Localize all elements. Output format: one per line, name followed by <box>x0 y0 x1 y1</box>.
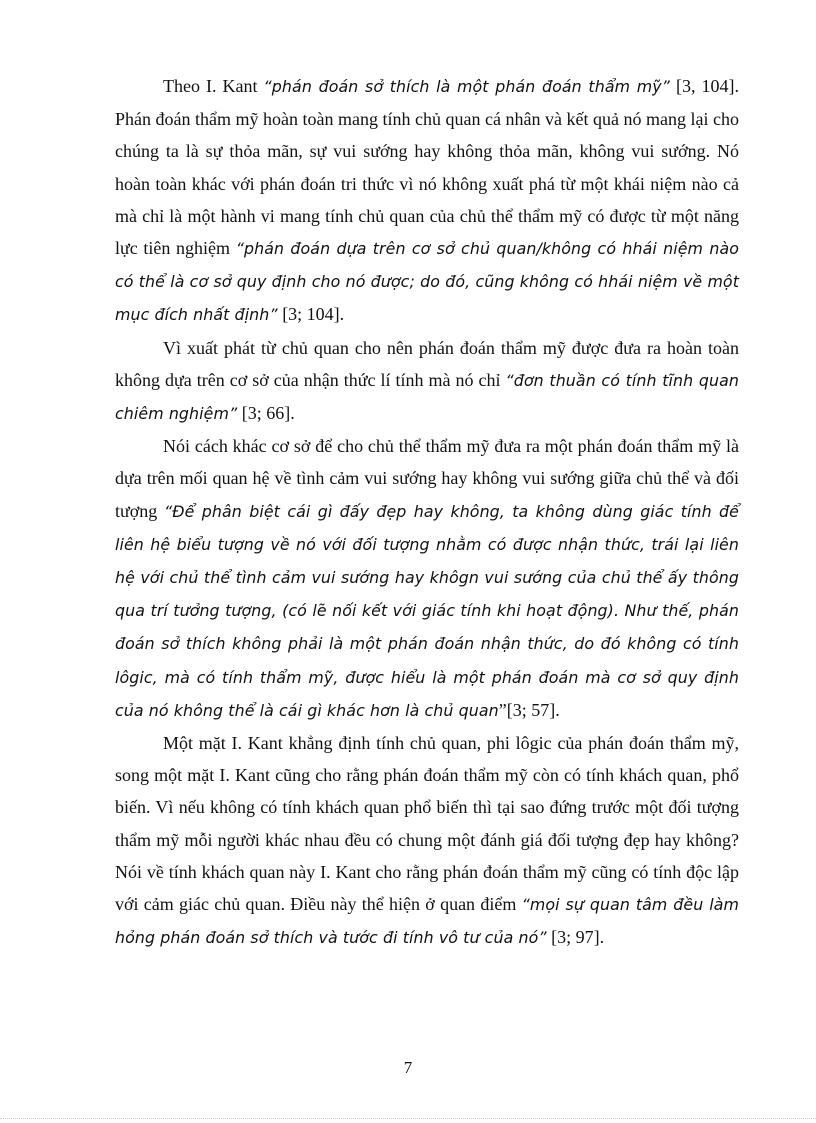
citation-run: [3; 66]. <box>237 403 295 424</box>
text-run: Nói cách khác cơ sở để cho chủ thể thẩm mỹ đưa ra một phán đoán thẩm mỹ là dựa trên mối quan hệ về tình cảm vui sướng hay không vui sướng giữa chủ thể và đối tượng <box>115 436 739 521</box>
citation-run: [3; 97]. <box>546 927 605 948</box>
text-run: [3, 104]. Phán đoán thẩm mỹ hoàn toàn mang tính chủ quan cá nhân và kết quả nó mang lại cho chúng ta là sự thỏa mãn, sự vui sướng hay không thỏa mãn, không vui sướng. Nó hoàn toàn khác với phán đoán tri thức vì nó không xuất phá từ một khái niệm nào cả mà chỉ là một hành vi mang tính chủ quan của chủ thể thẩm mỹ có được từ một năng lực tiên nghiệm <box>115 76 739 259</box>
text-run: Một mặt I. Kant khẳng định tính chủ quan, phi lôgic của phán đoán thẩm mỹ, song một mặt I. Kant cũng cho rằng phán đoán thẩm mỹ còn có tính khách quan, phổ biến. Vì nếu không có tính khách quan phổ biến thì tại sao đứng trước một đối tượng thẩm mỹ mỗi người khác nhau đều có chung một đánh giá đối tượng đẹp hay không? Nói về tính khách quan này I. Kant cho rằng phán đoán thẩm mỹ cũng có tính độc lập với cảm giác chủ quan. Điều này thể hiện ở quan điểm <box>115 733 739 915</box>
quote-run: “phán đoán sở thích là một phán đoán thẩm mỹ” <box>263 77 670 96</box>
quote-run: “đơn thuần có tính tĩnh quan chiêm nghiệm” <box>115 370 739 424</box>
page-number: 7 <box>403 1058 413 1077</box>
quote-run: “Để phân biệt cái gì đấy đẹp hay không, ta không dùng giác tính để liên hệ biểu tượng về nó với đối tượng nhằm có được nhận thức, trái lại liên hệ với chủ thể tình cảm vui sướng hay khôgn vui sướng của chủ thể ấy thông qua trí tưởng tượng, (có lẽ nối kết với giác tính khi hoạt động). Như thế, phán đoán sở thích không phải là một phán đoán nhận thức, do đó không có tính lôgic, mà có tính thẩm mỹ, được hiểu là một phán đoán mà cơ sở quy định của nó không thể là cái gì khác hơn là chủ quan <box>115 501 739 720</box>
quote-run: “mọi sự quan tâm đều làm hỏng phán đoán sở thích và tước đi tính vô tư của nó” <box>115 895 739 948</box>
text-run: Theo I. Kant <box>163 76 264 96</box>
citation-run: ”[3; 57]. <box>498 699 560 720</box>
paragraph-1 <box>115 70 739 332</box>
citation-run: [3; 104]. <box>277 304 345 325</box>
quote-run: “phán đoán dựa trên cơ sở chủ quan/không có hhái niệm nào có thể là cơ sở quy định cho nó được; do đó, cũng không có hhái niệm về một mục đích nhất định” <box>115 239 739 325</box>
paragraph-3 <box>115 430 739 727</box>
text-run: Vì xuất phát từ chủ quan cho nên phán đoán thẩm mỹ được đưa ra hoàn toàn không dựa trên cơ sở của nhận thức lí tính mà nó chỉ <box>115 337 739 390</box>
document-body <box>115 70 739 954</box>
page-bottom-border <box>0 1118 816 1119</box>
paragraph-2 <box>115 332 739 431</box>
paragraph-4 <box>115 727 739 954</box>
